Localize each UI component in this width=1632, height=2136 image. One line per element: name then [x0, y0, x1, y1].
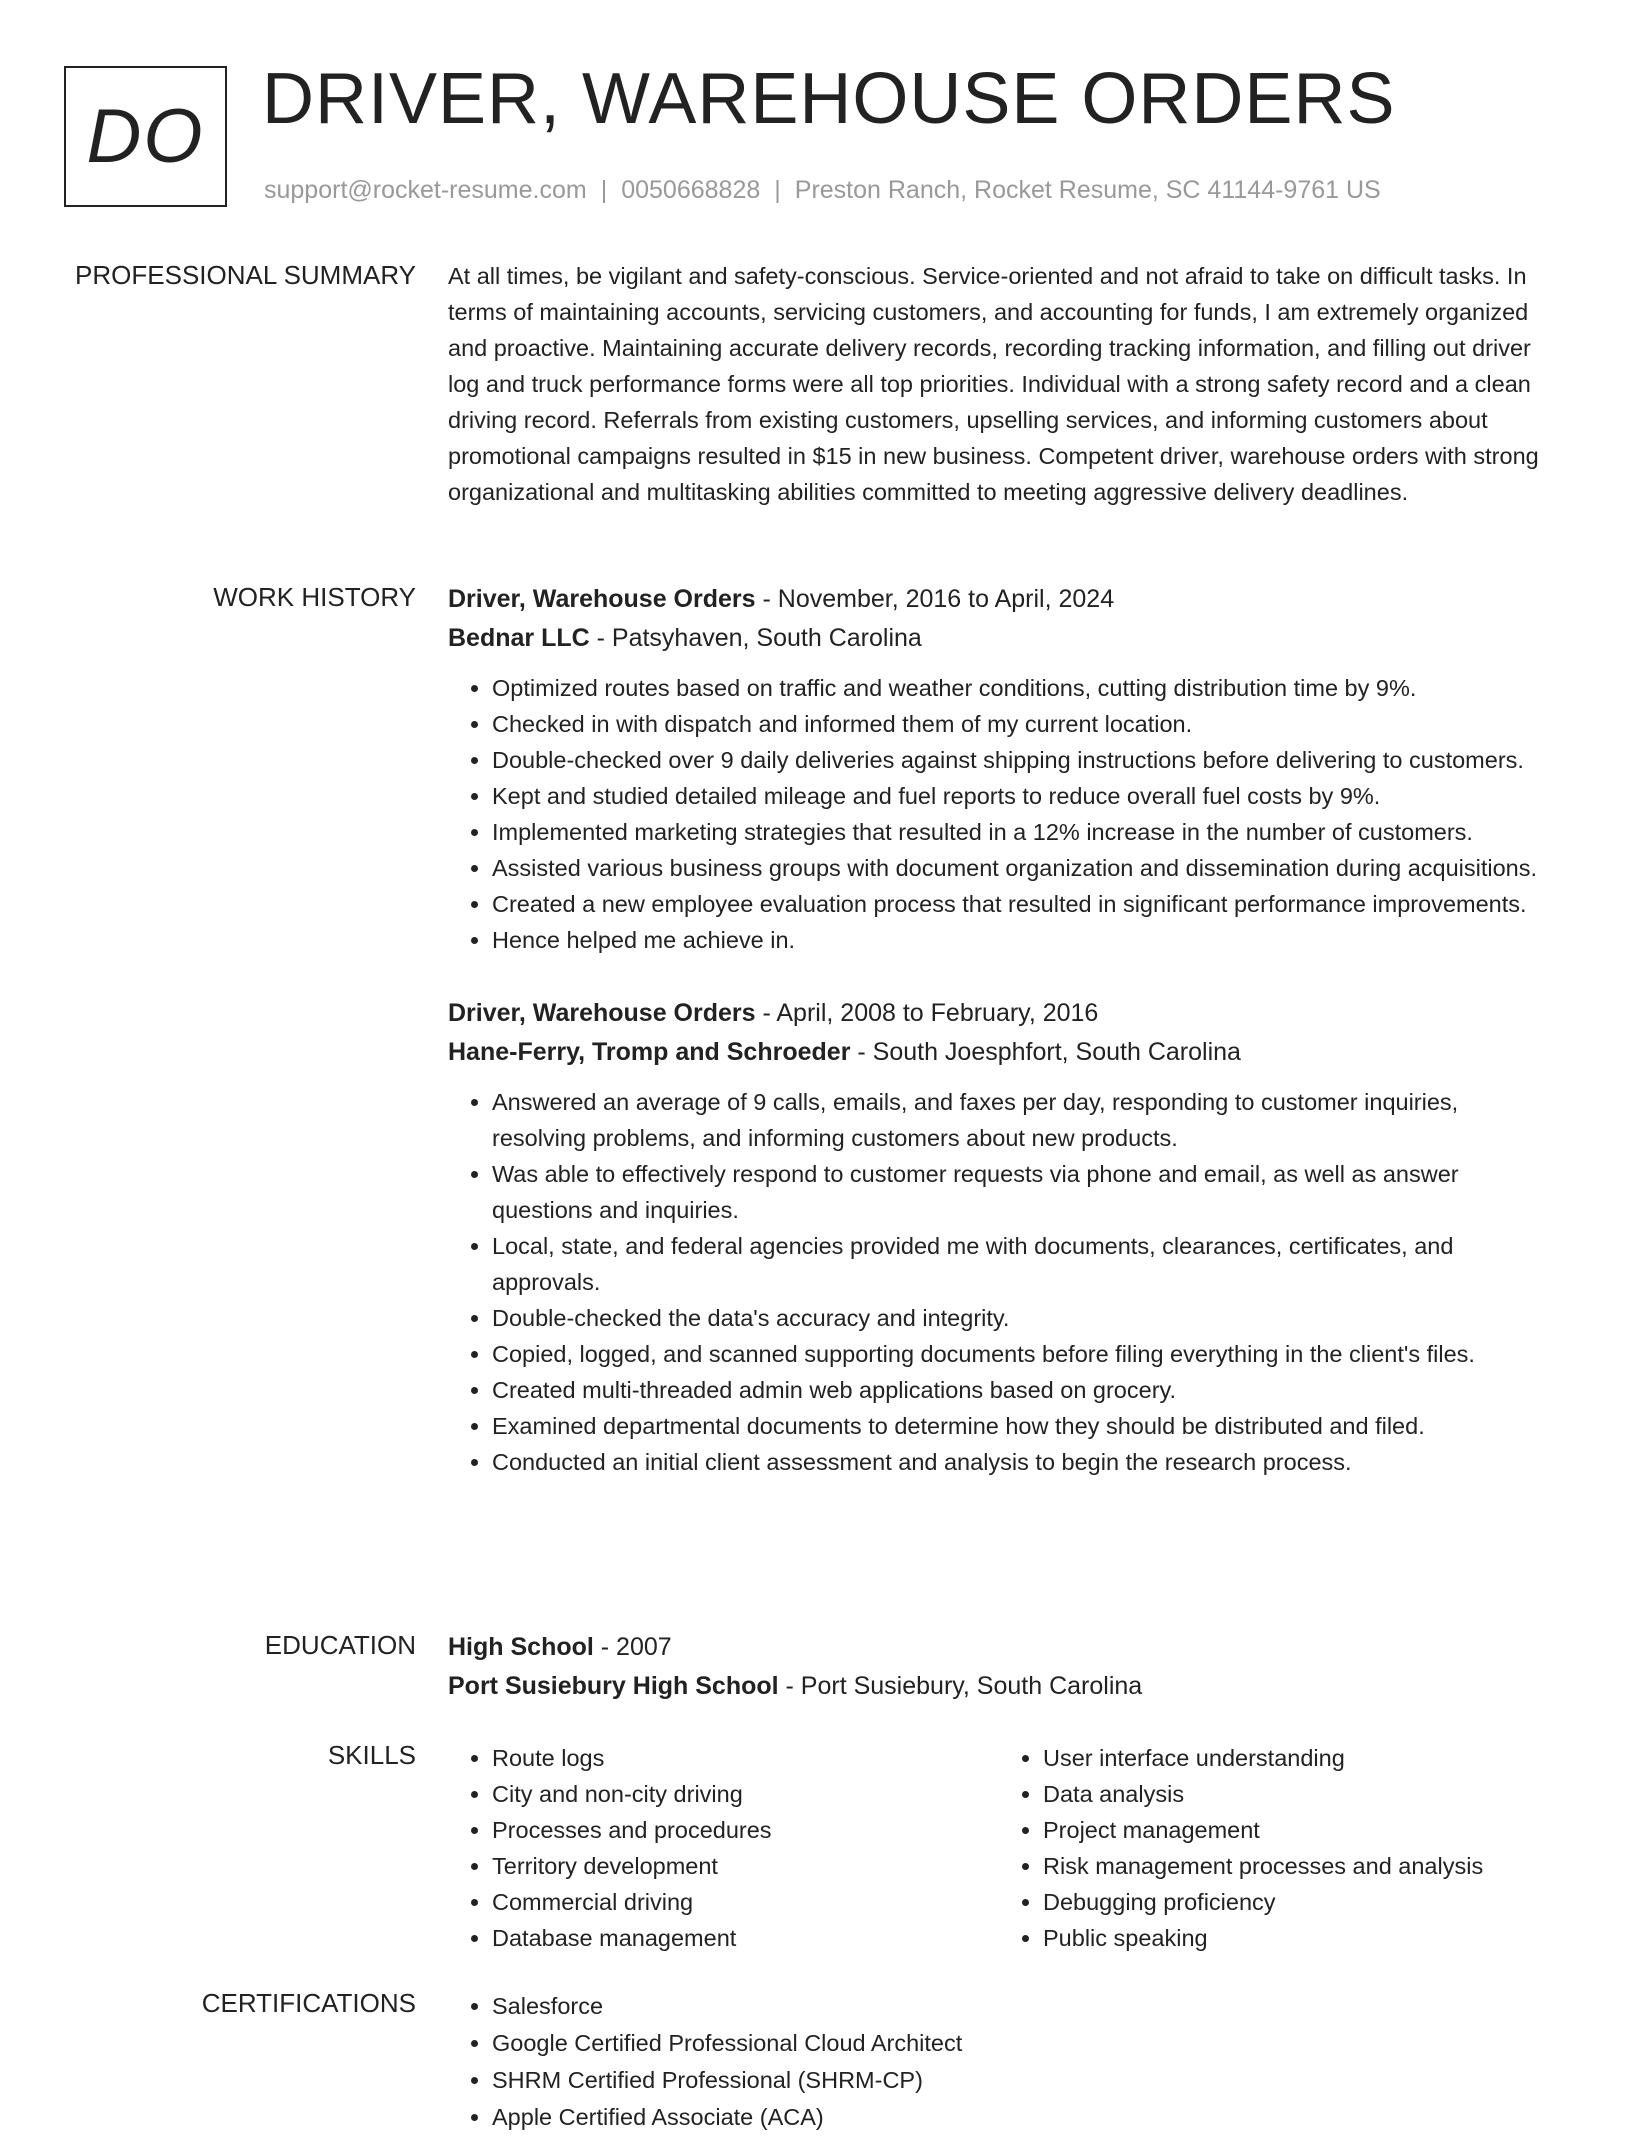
job-bullet: • Examined departmental documents to determine how they should be distributed and filed. — [492, 1408, 1558, 1444]
work-history-content — [448, 580, 1558, 1480]
summary-content — [448, 258, 1558, 510]
education-content — [448, 1628, 1558, 1706]
job-bullet: • Optimized routes based on traffic and weather conditions, cutting distribution time by 9%. — [492, 670, 1558, 706]
job-bullets — [448, 670, 1558, 958]
job-bullets — [448, 1084, 1558, 1480]
skill-item: • Public speaking — [1043, 1920, 1550, 1956]
skill-item: • User interface understanding — [1043, 1740, 1550, 1776]
job-company-line — [448, 619, 1558, 658]
job-bullet: • Copied, logged, and scanned supporting documents before filing everything in the client's files. — [492, 1336, 1558, 1372]
skill-item: • Commercial driving — [492, 1884, 999, 1920]
contact-separator: | — [774, 176, 781, 204]
contact-email: support@rocket-resume.com — [264, 176, 587, 204]
skill-item: • Route logs — [492, 1740, 999, 1776]
certification-item: • SHRM Certified Professional (SHRM-CP) — [492, 2062, 1558, 2099]
job-dates: - April, 2008 to February, 2016 — [755, 999, 1099, 1027]
skills-label: SKILLS — [327, 1740, 416, 1770]
skills-list-left — [448, 1740, 999, 1956]
certification-item: • Apple Certified Associate (ACA) — [492, 2099, 1558, 2136]
skill-item: • City and non-city driving — [492, 1776, 999, 1812]
resume-name: DRIVER, WAREHOUSE ORDERS — [262, 59, 1396, 139]
education-degree-line — [448, 1628, 1558, 1667]
education-degree: High School — [448, 1633, 594, 1661]
skill-item: • Database management — [492, 1920, 999, 1956]
job-location: - South Joesphfort, South Carolina — [850, 1038, 1241, 1066]
certification-item: • Google Certified Professional Cloud Architect — [492, 2025, 1558, 2062]
job-bullet: • Answered an average of 9 calls, emails, and faxes per day, responding to customer inquiries, resolving problems, and informing customers about new products. — [492, 1084, 1558, 1156]
job-entry — [448, 994, 1558, 1480]
contact-separator: | — [600, 176, 608, 204]
job-company: Hane-Ferry, Tromp and Schroeder — [448, 1038, 851, 1066]
education-school-line — [448, 1667, 1558, 1706]
job-bullet: • Created a new employee evaluation process that resulted in significant performance improvements. — [492, 886, 1558, 922]
certification-item: • Salesforce — [492, 1988, 1558, 2025]
job-title: Driver, Warehouse Orders — [448, 999, 756, 1027]
summary-text: At all times, be vigilant and safety-conscious. Service-oriented and not afraid to take on difficult tasks. In terms of maintaining accounts, servicing customers, and accounting for funds, I am extremely organized and proactive. Maintaining accurate delivery records, recording tracking information, and filling out driver log and truck performance forms were all top priorities. Individual with a strong safety record and a clean driving record. Referrals from existing customers, upselling services, and informing customers about promotional campaigns resulted in $15 in new business. Competent driver, warehouse orders with strong organizational and multitasking abilities committed to meeting aggressive delivery deadlines. — [448, 263, 1539, 505]
skills-content — [448, 1740, 1558, 1956]
job-bullet: • Conducted an initial client assessment and analysis to begin the research process. — [492, 1444, 1558, 1480]
work-history-label: WORK HISTORY — [213, 582, 416, 612]
job-bullet: • Kept and studied detailed mileage and fuel reports to reduce overall fuel costs by 9%. — [492, 778, 1558, 814]
job-bullet: • Local, state, and federal agencies provided me with documents, clearances, certificates, and approvals. — [492, 1228, 1558, 1300]
skill-item: • Territory development — [492, 1848, 999, 1884]
job-bullet: • Checked in with dispatch and informed them of my current location. — [492, 706, 1558, 742]
contact-address: Preston Ranch, Rocket Resume, SC 41144-9761 US — [794, 176, 1381, 204]
skill-item: • Processes and procedures — [492, 1812, 999, 1848]
skill-item: • Debugging proficiency — [1043, 1884, 1550, 1920]
skills-list-right — [999, 1740, 1550, 1956]
job-bullet: • Double-checked the data's accuracy and integrity. — [492, 1300, 1558, 1336]
job-title-line — [448, 994, 1558, 1033]
job-bullet: • Was able to effectively respond to customer requests via phone and email, as well as answer questions and inquiries. — [492, 1156, 1558, 1228]
skills-columns — [448, 1740, 1558, 1956]
job-bullet: • Assisted various business groups with document organization and dissemination during acquisitions. — [492, 850, 1558, 886]
education-location: - Port Susiebury, South Carolina — [778, 1672, 1143, 1700]
monogram-box — [64, 66, 227, 207]
job-location: - Patsyhaven, South Carolina — [589, 624, 922, 652]
contact-phone: 0050668828 — [621, 176, 761, 204]
contact-line — [264, 176, 1381, 205]
job-title: Driver, Warehouse Orders — [448, 585, 756, 613]
education-label: EDUCATION — [264, 1630, 416, 1660]
job-bullet: • Double-checked over 9 daily deliveries against shipping instructions before delivering to customers. — [492, 742, 1558, 778]
skill-item: • Project management — [1043, 1812, 1550, 1848]
certifications-label: CERTIFICATIONS — [201, 1988, 416, 2018]
certifications-list — [448, 1988, 1558, 2136]
education-school: Port Susiebury High School — [448, 1672, 779, 1700]
education-year: - 2007 — [593, 1633, 672, 1661]
job-entry — [448, 580, 1558, 958]
certifications-content — [448, 1988, 1558, 2136]
job-company-line — [448, 1033, 1558, 1072]
skill-item: • Risk management processes and analysis — [1043, 1848, 1550, 1884]
job-company: Bednar LLC — [448, 624, 590, 652]
job-bullet: • Hence helped me achieve in. — [492, 922, 1558, 958]
skill-item: • Data analysis — [1043, 1776, 1550, 1812]
summary-label: PROFESSIONAL SUMMARY — [75, 260, 416, 290]
job-bullet: • Created multi-threaded admin web applications based on grocery. — [492, 1372, 1558, 1408]
monogram-initials: DO — [86, 94, 205, 179]
job-title-line — [448, 580, 1558, 619]
job-bullet: • Implemented marketing strategies that resulted in a 12% increase in the number of customers. — [492, 814, 1558, 850]
job-dates: - November, 2016 to April, 2024 — [755, 585, 1115, 613]
